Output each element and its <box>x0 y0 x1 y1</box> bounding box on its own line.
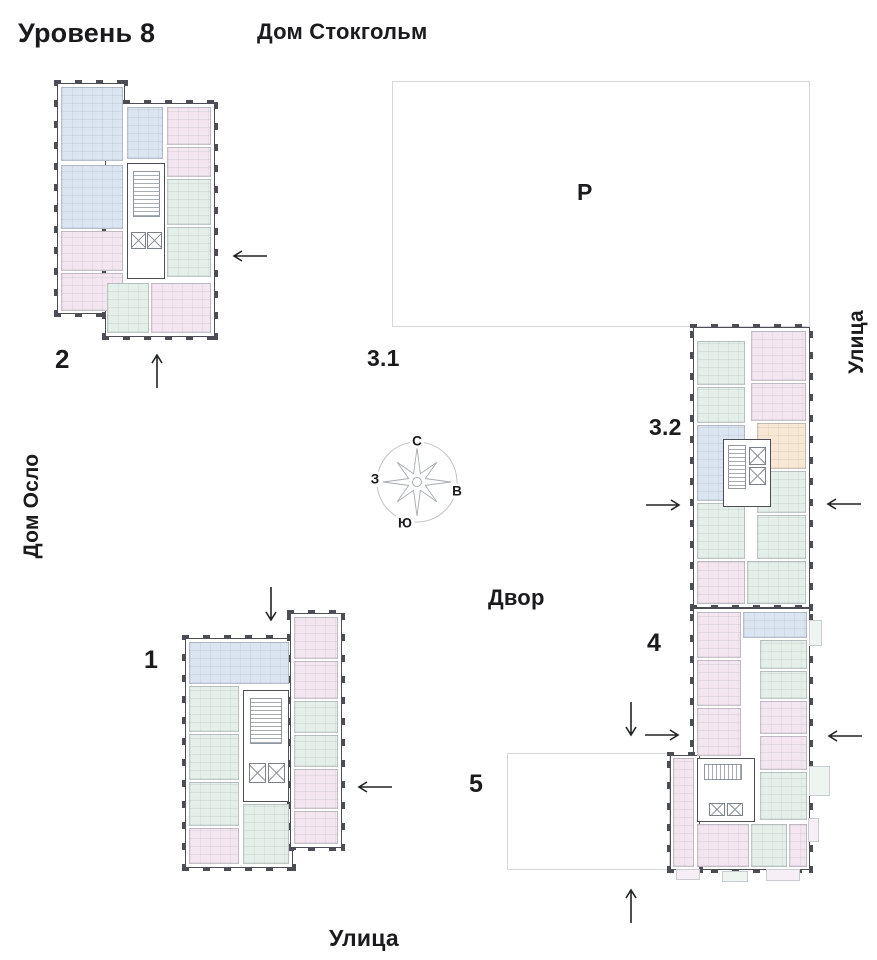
apartment-unit[interactable] <box>189 828 239 864</box>
street-right-label: Улица <box>845 310 868 374</box>
apartment-unit[interactable] <box>697 341 745 385</box>
apartment-unit[interactable] <box>107 283 149 333</box>
apartment-unit[interactable] <box>697 387 745 423</box>
elevator-icon <box>749 447 766 465</box>
street-bottom-label: Улица <box>329 925 399 951</box>
stairs-icon <box>133 171 160 217</box>
apartment-unit[interactable] <box>673 758 694 867</box>
apartment-unit[interactable] <box>697 824 749 867</box>
apartment-unit[interactable] <box>167 107 211 145</box>
entrance-arrow-left-icon <box>229 249 269 263</box>
compass-rose <box>370 433 463 531</box>
stair-elevator-core <box>127 163 165 279</box>
entrance-arrow-down-icon <box>264 585 278 625</box>
apartment-unit[interactable] <box>751 824 787 867</box>
entrance-arrow-right-icon <box>644 498 684 512</box>
apartment-unit[interactable] <box>760 640 807 669</box>
parking-label: Р <box>577 179 593 205</box>
apartment-unit[interactable] <box>760 701 807 734</box>
apartment-unit[interactable] <box>294 769 338 809</box>
apartment-unit[interactable] <box>167 227 211 277</box>
stairs-icon <box>728 445 746 489</box>
entrance-arrow-left-icon <box>354 780 394 794</box>
apartment-unit[interactable] <box>760 671 807 699</box>
apartment-unit[interactable] <box>294 617 338 659</box>
apartment-unit[interactable] <box>697 561 745 604</box>
balcony <box>809 766 830 796</box>
apartment-unit[interactable] <box>151 283 211 333</box>
apartment-unit[interactable] <box>294 701 338 733</box>
elevator-icon <box>268 763 285 783</box>
apartment-unit[interactable] <box>167 147 211 177</box>
entrance-arrow-up-icon <box>624 885 638 925</box>
apartment-unit[interactable] <box>189 642 289 684</box>
entrance-arrow-up-icon <box>150 350 164 390</box>
stair-elevator-core <box>723 439 771 507</box>
apartment-unit[interactable] <box>61 87 123 161</box>
building-4 <box>670 608 812 870</box>
building-5-label: 5 <box>469 770 484 798</box>
elevator-icon <box>249 763 266 783</box>
apartment-unit[interactable] <box>697 708 741 756</box>
building-1 <box>185 613 342 868</box>
building-3-2-label: 3.2 <box>649 414 682 440</box>
stairs-icon <box>704 764 742 780</box>
apartment-unit[interactable] <box>189 734 239 780</box>
apartment-unit[interactable] <box>189 782 239 826</box>
entrance-arrow-down-icon <box>624 700 638 740</box>
apartment-unit[interactable] <box>61 231 123 271</box>
elevator-icon <box>727 803 743 816</box>
stair-elevator-core <box>243 690 289 802</box>
page-title: Уровень 8 <box>18 18 156 48</box>
entrance-arrow-left-icon <box>823 497 863 511</box>
building-2 <box>57 83 215 337</box>
stairs-icon <box>250 698 282 744</box>
building-5-area <box>507 753 670 870</box>
apartment-unit[interactable] <box>760 736 807 770</box>
apartment-unit[interactable] <box>294 811 338 844</box>
building-3-1-label: 3.1 <box>367 345 400 371</box>
parking-area <box>392 81 810 327</box>
stair-elevator-core <box>697 758 755 822</box>
building-4-label: 4 <box>647 629 662 657</box>
apartment-unit[interactable] <box>697 503 745 559</box>
apartment-unit[interactable] <box>243 804 289 864</box>
compass-star-icon <box>371 433 463 528</box>
balcony <box>722 871 748 882</box>
elevator-icon <box>147 232 162 249</box>
courtyard-label: Двор <box>488 585 545 610</box>
balcony <box>808 818 819 842</box>
apartment-unit[interactable] <box>789 824 807 867</box>
apartment-unit[interactable] <box>697 612 741 658</box>
compass-south-label: Ю <box>398 515 412 531</box>
balcony <box>676 869 700 880</box>
house-oslo-label: Дом Осло <box>20 453 43 559</box>
apartment-unit[interactable] <box>757 515 806 559</box>
apartment-unit[interactable] <box>294 735 338 767</box>
apartment-unit[interactable] <box>751 383 806 421</box>
apartment-unit[interactable] <box>747 561 806 604</box>
apartment-unit[interactable] <box>189 686 239 732</box>
entrance-arrow-right-icon <box>643 728 683 742</box>
balcony <box>766 869 800 881</box>
apartment-unit[interactable] <box>697 660 741 706</box>
compass-north-label: С <box>412 433 422 449</box>
balcony <box>809 620 822 646</box>
building-3-2 <box>693 327 810 608</box>
apartment-unit[interactable] <box>127 107 163 159</box>
building-1-label: 1 <box>144 646 159 674</box>
apartment-unit[interactable] <box>294 661 338 699</box>
compass-east-label: В <box>452 483 462 499</box>
compass-west-label: З <box>370 471 380 487</box>
apartment-unit[interactable] <box>760 772 807 820</box>
building-2-label: 2 <box>55 344 70 374</box>
apartment-unit[interactable] <box>167 179 211 225</box>
elevator-icon <box>131 232 146 249</box>
elevator-icon <box>709 803 725 816</box>
apartment-unit[interactable] <box>751 331 806 381</box>
entrance-arrow-left-icon <box>824 729 864 743</box>
elevator-icon <box>749 467 766 485</box>
apartment-unit[interactable] <box>743 612 807 638</box>
house-stockholm-label: Дом Стокгольм <box>257 19 428 44</box>
apartment-unit[interactable] <box>61 165 123 229</box>
